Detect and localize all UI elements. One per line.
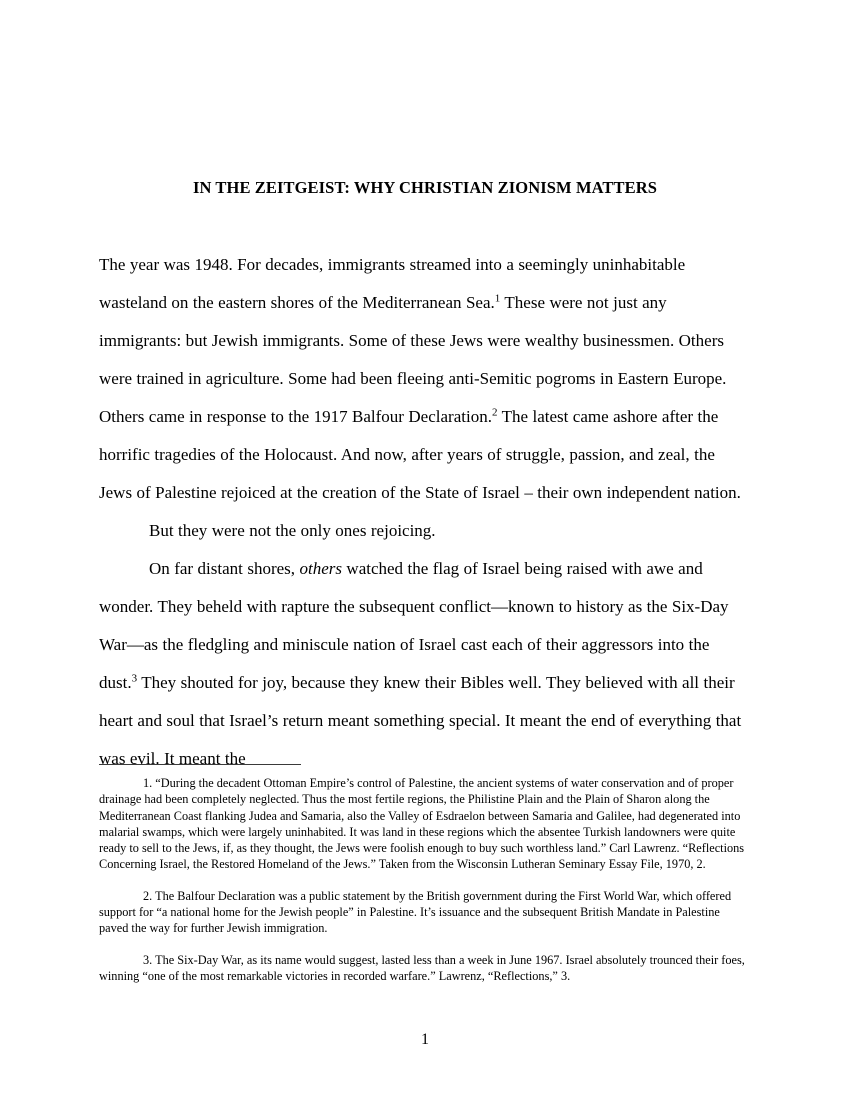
footnote-2: 2. The Balfour Declaration was a public statement by the British government during the First World War, which offered support for “a national home for the Jewish people” in Palestine. It’s issuance and the subsequent British Mandate in Palestine paved the way for further Jewish immigration. [99, 888, 732, 936]
paragraph-3-emphasis: others [299, 558, 342, 578]
paragraph-1 [99, 246, 751, 512]
footnote-ref-3[interactable]: 3 [131, 672, 138, 685]
paragraph-1-text-b: These were not just any immigrants: but Jewish immigrants. Some of these Jews were wealthy businessmen. Others were trained in agriculture. Some had been fleeing anti-Semitic pogroms in Eastern Europe. Others came in response to the 1917 Balfour Declaration. [99, 292, 727, 426]
paragraph-3-text-b: watched the flag of Israel being raised with awe and wonder. They beheld with rapture the subsequent conflict—known to history as the Six-Day War—as the fledgling and miniscule nation of Israel cast each of their aggressors into the dust. [99, 558, 729, 692]
footnote-separator [99, 764, 301, 765]
body-text [99, 246, 751, 778]
paragraph-1-text-a: The year was 1948. For decades, immigrants streamed into a seemingly uninhabitable wasteland on the eastern shores of the Mediterranean Sea. [99, 254, 686, 312]
paragraph-3 [99, 550, 751, 778]
paragraph-3-text-a: On far distant shores, [149, 558, 300, 578]
footnote-ref-2[interactable]: 2 [491, 406, 498, 419]
footnotes-section [99, 775, 749, 984]
footnote-ref-1[interactable]: 1 [494, 292, 501, 305]
page-title: IN THE ZEITGEIST: WHY CHRISTIAN ZIONISM MATTERS [192, 178, 658, 197]
page-number: 1 [421, 1031, 429, 1048]
page-content [99, 0, 751, 778]
paragraph-3-text-c: They shouted for joy, because they knew their Bibles well. They believed with all their heart and soul that Israel’s return meant something special. It meant the end of everything that was evil. It meant the [99, 672, 742, 768]
footnote-3: 3. The Six-Day War, as its name would suggest, lasted less than a week in June 1967. Israel absolutely trounced their foes, winning “one of the most remarkable victories in recorded warfare.” Lawrenz, “Reflections,” 3. [99, 952, 745, 983]
paragraph-1-text-c: The latest came ashore after the horrific tragedies of the Holocaust. And now, after years of struggle, passion, and zeal, the Jews of Palestine rejoiced at the creation of the State of Israel – their own independent nation. [99, 406, 741, 502]
paragraph-2: But they were not the only ones rejoicing. [149, 520, 436, 540]
footnote-1: 1. “During the decadent Ottoman Empire’s control of Palestine, the ancient systems of water conservation and of proper drainage had been completely neglected. Thus the most fertile regions, the Philistine Plain and the Plain of Sharon along the Mediterranean Coast flanking Judea and Samaria, also the Valley of Esdraelon between Samaria and Galilee, had degenerated into malarial swamps, which were largely uninhabited. It was land in these regions which the absentee Turkish landowners were quite ready to sell to the Jews, if, as they thought, the Jews were foolish enough to buy such worthless land.” Carl Lawrenz. “Reflections Concerning Israel, the Restored Homeland of the Jews.” Taken from the Wisconsin Lutheran Seminary Essay File, 1970, 2. [99, 776, 745, 872]
